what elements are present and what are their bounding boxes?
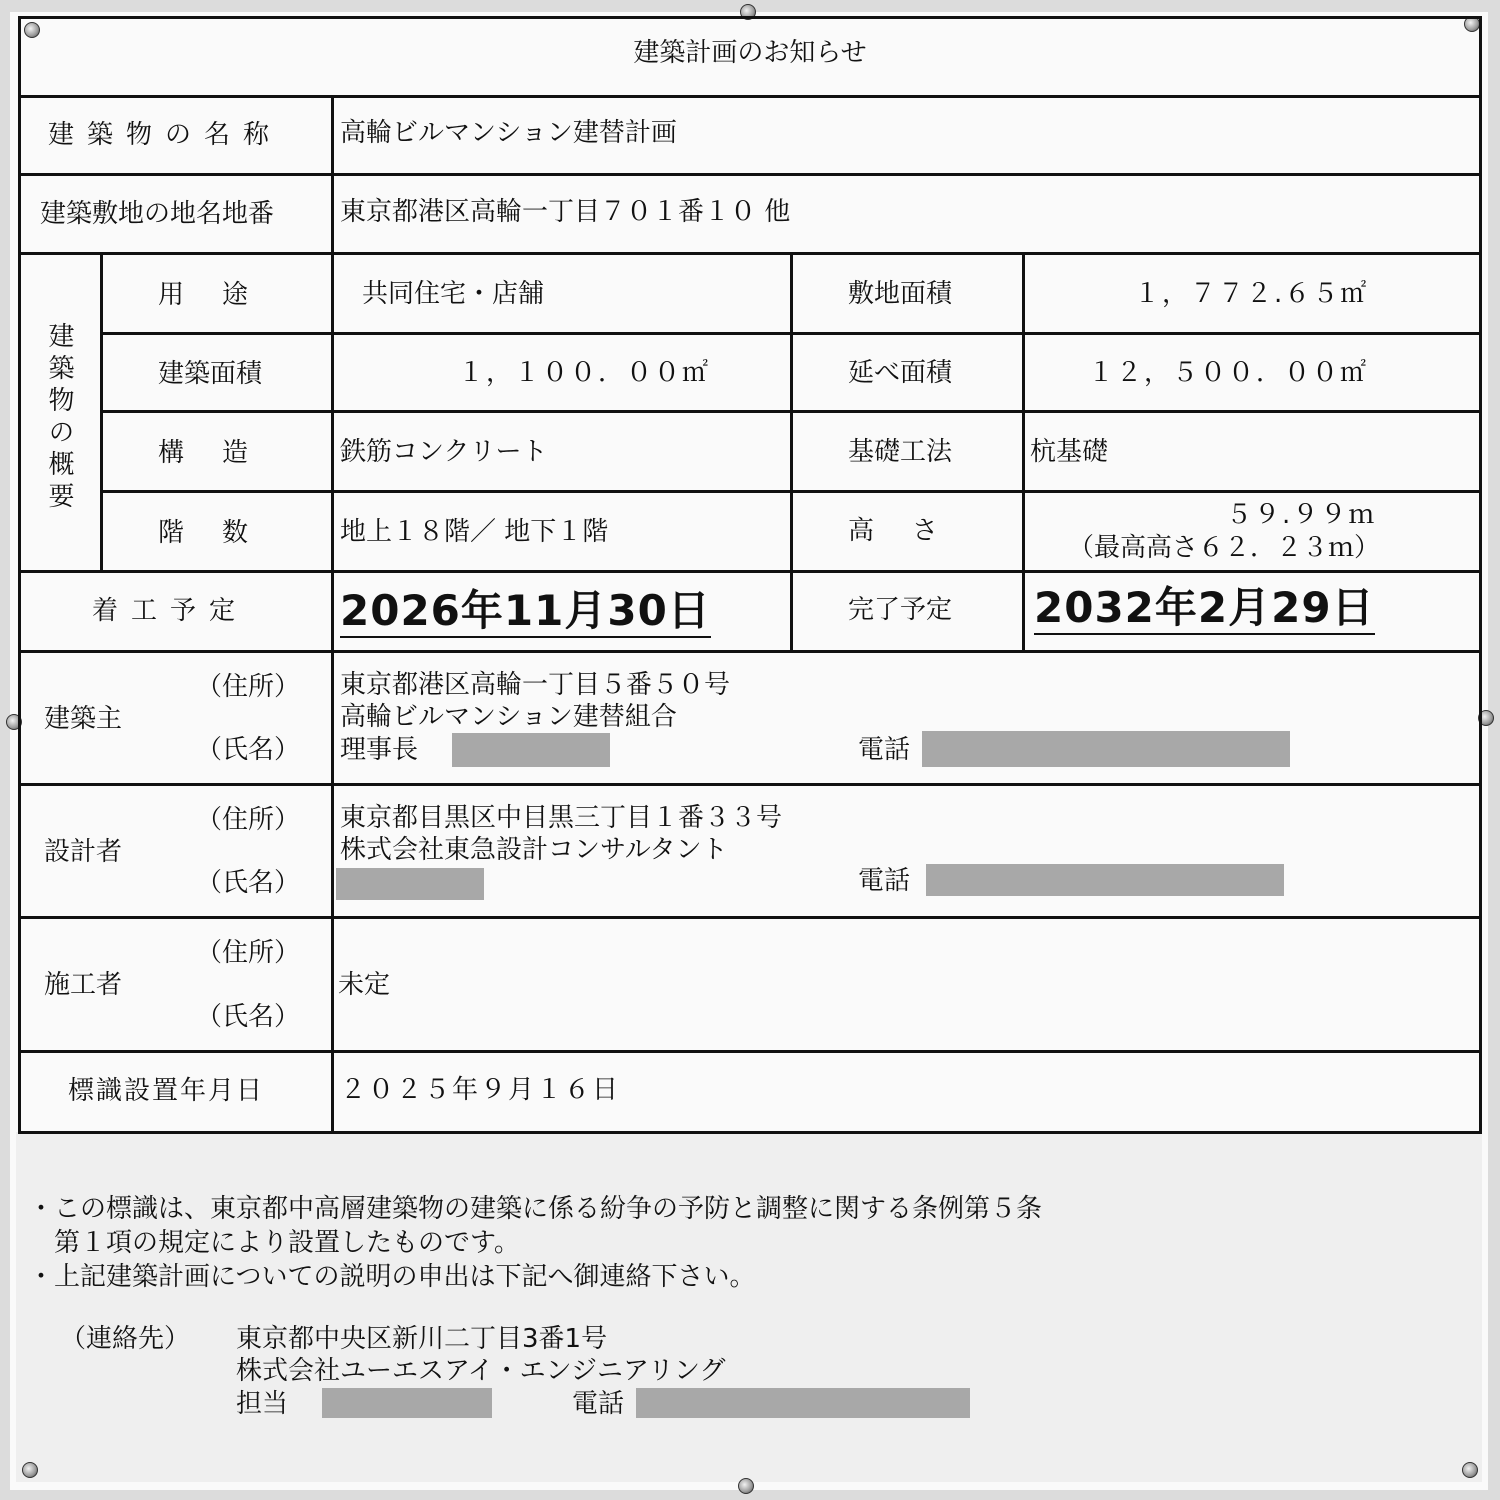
notes [28,1192,1042,1294]
note-line: ・上記建築計画についての説明の申出は下記へ御連絡下さい。 [28,1262,756,1292]
contact-person-label: 担当 [236,1389,289,1419]
overview-group-label: 建築物の概要 [44,322,74,514]
building-name-label: 建築物の名称 [48,120,283,150]
building-area-label: 建築面積 [158,359,263,389]
height-max-value: （最高高さ６２．２３ｍ） [1068,533,1381,563]
designer-org: 株式会社東急設計コンサルタント [340,835,728,865]
total-floor-area-value: １２，５００．００㎡ [1088,358,1369,388]
screw-icon [22,1462,38,1478]
table-line [18,16,21,1134]
table-line [18,173,1482,176]
note-line: ・この標識は、東京都中高層建築物の建築に係る紛争の予防と調整に関する条例第５条 [28,1194,1043,1224]
end-label: 完了予定 [848,595,953,625]
redacted-name [452,733,610,767]
designer-phone-label: 電話 [858,866,911,896]
contact-phone-label: 電話 [572,1389,625,1419]
page-title: 建築計画のお知らせ [633,38,867,68]
owner-name-label: （氏名） [196,735,301,765]
owner-address-label: （住所） [196,672,301,702]
screw-icon [24,22,40,38]
sign-date-label: 標識設置年月日 [68,1076,265,1106]
contact-label: （連絡先） [60,1324,191,1354]
contractor-address-label: （住所） [196,938,301,968]
designer-address: 東京都目黒区中目黒三丁目１番３３号 [340,803,783,833]
building-name-value: 高輪ビルマンション建替計画 [340,118,677,148]
start-date: 2026年11月30日 [340,590,711,638]
sign-date-value: ２０２５年９月１６日 [340,1075,621,1105]
site-address-value: 東京都港区高輪一丁目７０１番１０ 他 [340,197,791,227]
use-label: 用 途 [158,280,255,310]
owner-person-title: 理事長 [340,735,419,765]
start-label: 着工予定 [92,596,249,626]
owner-phone-label: 電話 [858,735,911,765]
contact-address: 東京都中央区新川二丁目3番1号 [236,1324,608,1354]
redacted-phone [926,864,1284,896]
floors-label: 階 数 [158,518,255,548]
contractor-value: 未定 [338,970,391,1000]
table-line [100,252,103,572]
contact-company: 株式会社ユーエスアイ・エンジニアリング [236,1356,726,1386]
redacted-name [336,868,484,900]
screw-icon [738,1478,754,1494]
structure-label: 構 造 [158,438,255,468]
site-address-label: 建築敷地の地名地番 [40,199,275,229]
table-line [790,252,793,652]
designer-label: 設計者 [44,837,123,867]
foundation-value: 杭基礎 [1030,437,1109,467]
table-line [18,16,1482,19]
site-area-label: 敷地面積 [848,279,953,309]
structure-value: 鉄筋コンクリート [340,437,548,467]
table-line [331,95,334,1133]
use-value: 共同住宅・店舗 [362,279,545,309]
redacted-phone [636,1388,970,1418]
table-line [18,783,1482,786]
end-date: 2032年2月29日 [1034,587,1375,635]
table-line [18,916,1482,919]
foundation-label: 基礎工法 [848,437,953,467]
notes-panel [16,1132,1482,1482]
table-line [1479,16,1482,1134]
redacted-phone [922,731,1290,767]
site-area-value: １，７７２.６５㎡ [1134,279,1369,309]
table-line [18,570,1482,573]
owner-address: 東京都港区高輪一丁目５番５０号 [340,670,731,700]
contractor-label: 施工者 [44,970,123,1000]
height-label: 高 さ [848,516,945,546]
table-line [18,95,1482,98]
height-value: ５９.９９ｍ [1226,500,1377,530]
table-line [18,1050,1482,1053]
contractor-name-label: （氏名） [196,1002,301,1032]
owner-org: 高輪ビルマンション建替組合 [340,702,677,732]
redacted-name [322,1388,492,1418]
table-line [18,1131,1482,1134]
designer-address-label: （住所） [196,805,301,835]
designer-name-label: （氏名） [196,868,301,898]
table-line [1022,252,1025,652]
table-line [18,650,1482,653]
owner-label: 建築主 [44,704,123,734]
screw-icon [1462,1462,1478,1478]
note-line: 第１項の規定により設置したものです。 [28,1228,520,1258]
floors-value: 地上１８階／ 地下１階 [340,517,609,547]
building-area-value: １，１００．００㎡ [458,358,711,388]
total-floor-area-label: 延べ面積 [848,358,953,388]
table-line [18,252,1482,255]
